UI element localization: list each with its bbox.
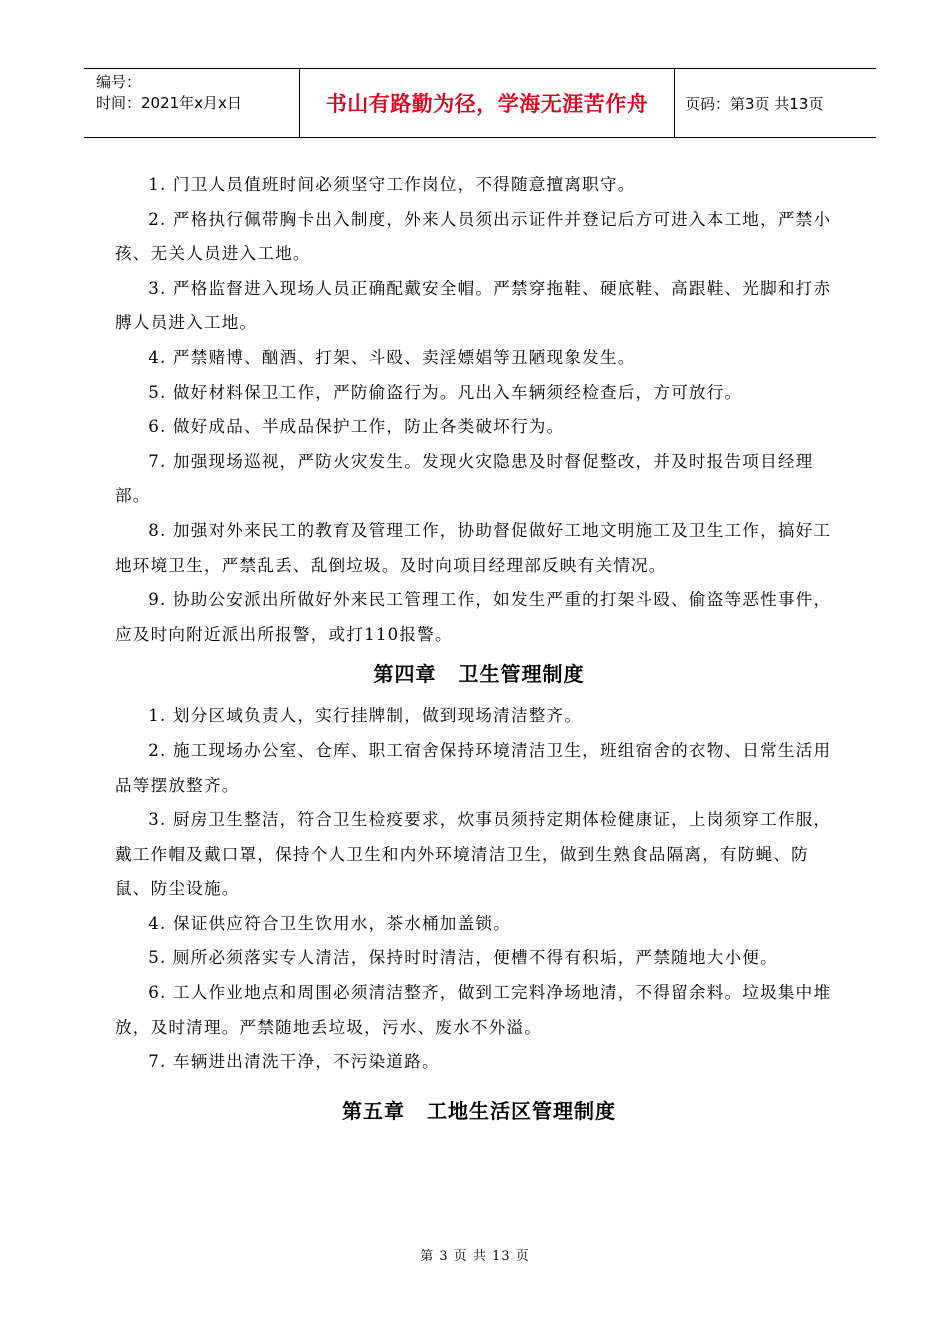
paragraph: 6. 工人作业地点和周围必须清洁整齐，做到工完料净场地清，不得留余料。垃圾集中堆放，及时清理。严禁随地丢垃圾，污水、废水不外溢。 — [115, 983, 832, 1037]
paragraph: 4. 保证供应符合卫生饮用水，茶水桶加盖锁。 — [148, 913, 511, 933]
paragraph: 3. 厨房卫生整洁，符合卫生检疫要求，炊事员须持定期体检健康证，上岗须穿工作服，戴工作帽及戴口罩，保持个人卫生和内外环境清洁卫生，做到生熟食品隔离，有防蝇、防鼠、防尘设施。 — [115, 810, 832, 899]
document-body — [115, 168, 843, 1136]
page-header — [84, 68, 876, 138]
chapter-5-heading: 第五章 工地生活区管理制度 — [342, 1098, 616, 1123]
page-footer: 第 3 页 共 13 页 — [420, 1249, 530, 1264]
paragraph: 4. 严禁赌博、酗酒、打架、斗殴、卖淫嫖娼等丑陋现象发生。 — [148, 347, 636, 367]
paragraph: 1. 门卫人员值班时间必须坚守工作岗位，不得随意擅离职守。 — [148, 175, 636, 194]
paragraph: 6. 做好成品、半成品保护工作，防止各类破坏行为。 — [148, 417, 565, 437]
header-meta — [84, 69, 300, 137]
paragraph: 2. 施工现场办公室、仓库、职工宿舍保持环境清洁卫生，班组宿舍的衣物、日常生活用品等摆放整齐。 — [115, 740, 832, 795]
document-number-label: 编号： — [96, 73, 142, 91]
header-motto: 书山有路勤为径，学海无涯苦作舟 — [300, 69, 675, 137]
paragraph: 9. 协助公安派出所做好外来民工管理工作，如发生严重的打架斗殴、偷盗等恶性事件，应及时向附近派出所报警，或打110报警。 — [115, 590, 832, 644]
paragraph: 2. 严格执行佩带胸卡出入制度，外来人员须出示证件并登记后方可进入本工地，严禁小孩、无关人员进入工地。 — [115, 209, 832, 264]
paragraph: 8. 加强对外来民工的教育及管理工作，协助督促做好工地文明施工及卫生工作，搞好工地环境卫生，严禁乱丢、乱倒垃圾。及时向项目经理部反映有关情况。 — [115, 520, 832, 575]
document-date: 时间：2021年x月x日 — [96, 94, 242, 112]
paragraph: 7. 车辆进出清洗干净，不污染道路。 — [148, 1052, 440, 1072]
paragraph: 1. 划分区域负责人，实行挂牌制，做到现场清洁整齐。 — [148, 706, 583, 726]
chapter-4-heading: 第四章 卫生管理制度 — [373, 662, 585, 687]
paragraph: 3. 严格监督进入现场人员正确配戴安全帽。严禁穿拖鞋、硬底鞋、高跟鞋、光脚和打赤膊人员进入工地。 — [115, 278, 832, 333]
paragraph: 5. 做好材料保卫工作，严防偷盗行为。凡出入车辆须经检查后，方可放行。 — [148, 382, 743, 402]
header-page-info: 页码：第3页 共13页 — [685, 94, 824, 113]
paragraph: 7. 加强现场巡视，严防火灾发生。发现火灾隐患及时督促整改，并及时报告项目经理部。 — [115, 451, 814, 506]
paragraph: 5. 厕所必须落实专人清洁，保持时时清洁，便槽不得有积垢，严禁随地大小便。 — [148, 948, 778, 968]
